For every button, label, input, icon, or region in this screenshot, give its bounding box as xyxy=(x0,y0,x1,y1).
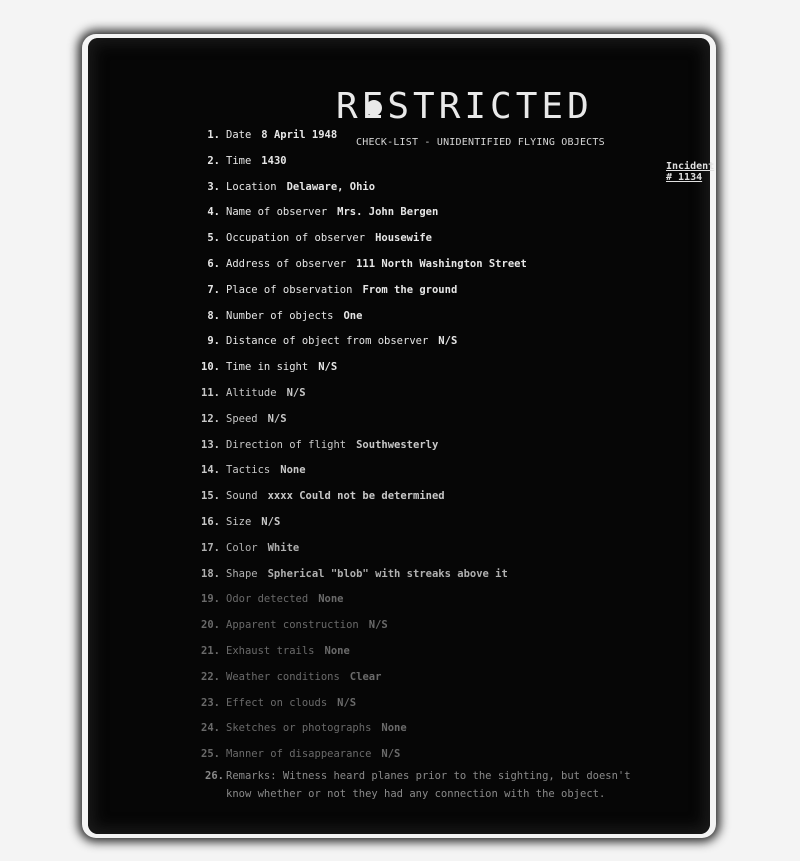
item-label: Weather conditions xyxy=(226,670,340,683)
item-number: 1. xyxy=(207,129,220,141)
item-value: Clear xyxy=(349,670,382,683)
item-value: 1430 xyxy=(261,154,287,167)
item-value: xxxx Could not be determined xyxy=(267,490,445,503)
item-number: 3. xyxy=(207,180,220,193)
item-number: 23. xyxy=(201,696,220,709)
restricted-stamp: RESTRICTED xyxy=(336,86,593,127)
item-value: N/S xyxy=(286,387,306,399)
item-number: 6. xyxy=(207,258,220,270)
item-label: Date xyxy=(226,129,252,141)
item-label: Sound xyxy=(226,490,258,503)
item-number: 25. xyxy=(201,748,220,761)
item-value: N/S xyxy=(267,412,287,425)
item-value: From the ground xyxy=(362,283,458,296)
remarks-text: Remarks: Witness heard planes prior to the sighting, but doesn't know whether or not they had any connection with the object. xyxy=(226,770,631,800)
item-number: 22. xyxy=(201,670,220,683)
item-label: Manner of disappearance xyxy=(226,748,372,761)
item-number: 12. xyxy=(201,412,220,425)
item-number: 19. xyxy=(201,593,220,606)
item-label: Tactics xyxy=(226,464,271,477)
item-number: 17. xyxy=(201,541,220,554)
item-label: Distance of object from observer xyxy=(226,335,429,348)
item-label: Odor detected xyxy=(226,593,309,606)
item-label: Altitude xyxy=(226,387,277,399)
item-value: N/S xyxy=(261,516,281,528)
item-label: Effect on clouds xyxy=(226,696,328,709)
item-label: Color xyxy=(226,541,258,554)
item-label: Direction of flight xyxy=(226,438,347,451)
document-title: CHECK-LIST - UNIDENTIFIED FLYING OBJECTS xyxy=(356,137,605,148)
item-number: 7. xyxy=(207,283,220,296)
item-value: Delaware, Ohio xyxy=(286,180,376,193)
item-value: N/S xyxy=(438,335,458,348)
item-value: Housewife xyxy=(375,232,432,245)
item-label: Address of observer xyxy=(226,258,347,270)
item-label: Occupation of observer xyxy=(226,232,366,245)
item-value: None xyxy=(381,722,407,735)
item-label: Time in sight xyxy=(226,361,309,374)
item-number: 18. xyxy=(201,567,220,580)
item-value: N/S xyxy=(318,361,338,374)
item-number: 10. xyxy=(201,361,220,374)
item-number: 11. xyxy=(201,387,220,399)
item-number: 14. xyxy=(201,464,220,477)
item-value: White xyxy=(267,541,300,554)
item-number: 8. xyxy=(207,309,220,322)
item-label: Speed xyxy=(226,412,258,425)
item-number: 24. xyxy=(201,722,220,735)
item-label: Time xyxy=(226,154,252,167)
item-value: N/S xyxy=(381,748,401,761)
incident-number: Incident # 1134 xyxy=(666,161,715,183)
item-label: Apparent construction xyxy=(226,619,359,632)
item-value: Mrs. John Bergen xyxy=(337,206,439,219)
item-value: None xyxy=(324,645,350,657)
item-value: N/S xyxy=(368,619,388,632)
remarks-item xyxy=(184,767,654,803)
item-label: Shape xyxy=(226,567,258,580)
item-value: One xyxy=(343,309,363,322)
item-value: Southwesterly xyxy=(356,438,439,451)
item-number: 21. xyxy=(201,645,220,657)
item-number: 5. xyxy=(207,232,220,245)
item-value: 111 North Washington Street xyxy=(356,258,527,270)
item-label: Exhaust trails xyxy=(226,645,315,657)
item-value: N/S xyxy=(337,696,357,709)
item-label: Name of observer xyxy=(226,206,328,219)
item-number: 9. xyxy=(207,335,220,348)
item-number: 13. xyxy=(201,438,220,451)
item-label: Location xyxy=(226,180,277,193)
item-number: 4. xyxy=(207,206,220,219)
item-label: Sketches or photographs xyxy=(226,722,372,735)
item-value: None xyxy=(280,464,306,477)
item-number: 16. xyxy=(201,516,220,528)
item-label: Number of objects xyxy=(226,309,334,322)
item-number: 15. xyxy=(201,490,220,503)
item-value: 8 April 1948 xyxy=(261,129,338,141)
item-label: Place of observation xyxy=(226,283,353,296)
item-value: None xyxy=(318,593,344,606)
item-number: 26. xyxy=(205,770,224,782)
item-value: Spherical "blob" with streaks above it xyxy=(267,567,508,580)
item-label: Size xyxy=(226,516,252,528)
item-number: 20. xyxy=(201,619,220,632)
item-number: 2. xyxy=(207,154,220,167)
